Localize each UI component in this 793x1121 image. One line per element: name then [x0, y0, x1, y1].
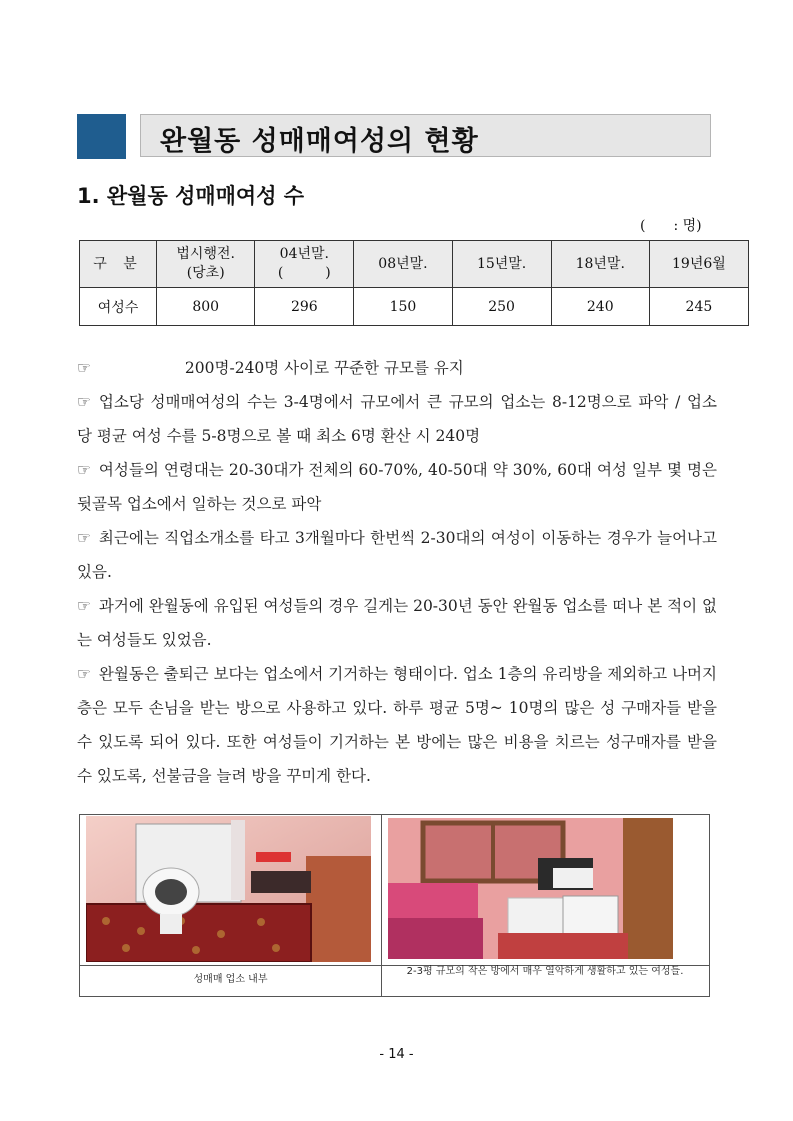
pointing-hand-icon: ☞ [77, 461, 91, 479]
table-cell: 250 [452, 288, 551, 326]
table-cell: 296 [255, 288, 354, 326]
row-label: 여성수 [80, 288, 157, 326]
header-cell: 15년말. [452, 241, 551, 288]
pointing-hand-icon: ☞ [77, 597, 91, 615]
brothel-interior-photo [86, 816, 371, 962]
bullet-paragraph: ☞ 완월동은 출퇴근 보다는 업소에서 기거하는 형태이다. 업소 1층의 유리방을 제외하고 나머지 층은 모두 손님을 받는 방으로 사용하고 있다. 하루 평균 5명~ 10명의 많은 성 구매자들 받을 수 있도록 되어 있다. 또한 여성들이 기거하는 본 방에는 많은 비용을 치르는 성구매자를 받을 수 있도록, 선불금을 늘려 방을 꾸미게 한다. [77, 665, 717, 785]
header-cell: 04년말. ( ) [255, 241, 354, 288]
photo-caption: 2-3평 규모의 작은 방에서 매우 열악하게 생활하고 있는 여성들. [406, 966, 684, 977]
women-count-table [79, 240, 749, 326]
header-category: 구 분 [80, 241, 157, 288]
section-heading: 1. 완월동 성매매여성 수 [77, 184, 305, 208]
table-row [80, 288, 749, 326]
header-cell: 19년6월 [649, 241, 748, 288]
table-header-row [80, 241, 749, 288]
header-cell: 18년말. [551, 241, 649, 288]
page-number: - 14 - [379, 1047, 414, 1062]
bullet-paragraph: ☞ 과거에 완월동에 유입된 여성들의 경우 길게는 20-30년 동안 완월동 업소를 떠나 본 적이 없는 여성들도 있었음. [77, 597, 717, 649]
small-room-photo [388, 818, 673, 959]
pointing-hand-icon: ☞ [77, 529, 91, 547]
photo-caption: 성매매 업소 내부 [193, 974, 268, 985]
bullet-paragraph: ☞ 업소당 성매매여성의 수는 3-4명에서 규모에서 큰 규모의 업소는 8-12명으로 파악 / 업소 당 평균 여성 수를 5-8명으로 볼 때 최소 6명 환산 시 240명 [77, 393, 717, 445]
table-cell: 150 [354, 288, 452, 326]
table-cell: 240 [551, 288, 649, 326]
table-cell: 245 [649, 288, 748, 326]
title-accent-block [77, 114, 126, 159]
header-cell: 법시행전. (당초) [157, 241, 255, 288]
bullet-paragraph: ☞ 여성들의 연령대는 20-30대가 전체의 60-70%, 40-50대 약 30%, 60대 여성 일부 몇 명은 뒷골목 업소에서 일하는 것으로 파악 [77, 461, 717, 513]
unit-note: ( : 명) [640, 218, 702, 234]
bullet-paragraph: ☞ 최근에는 직업소개소를 타고 3개월마다 한번씩 2-30대의 여성이 이동하는 경우가 늘어나고 있음. [77, 529, 717, 581]
table-cell: 800 [157, 288, 255, 326]
header-cell: 08년말. [354, 241, 452, 288]
page-title: 완월동 성매매여성의 현황 [160, 126, 479, 157]
bullet-paragraph: ☞ 200명-240명 사이로 꾸준한 규모를 유지 [77, 359, 464, 377]
pointing-hand-icon: ☞ [77, 359, 91, 377]
pointing-hand-icon: ☞ [77, 393, 91, 411]
pointing-hand-icon: ☞ [77, 665, 91, 683]
photo-divider [381, 814, 382, 997]
